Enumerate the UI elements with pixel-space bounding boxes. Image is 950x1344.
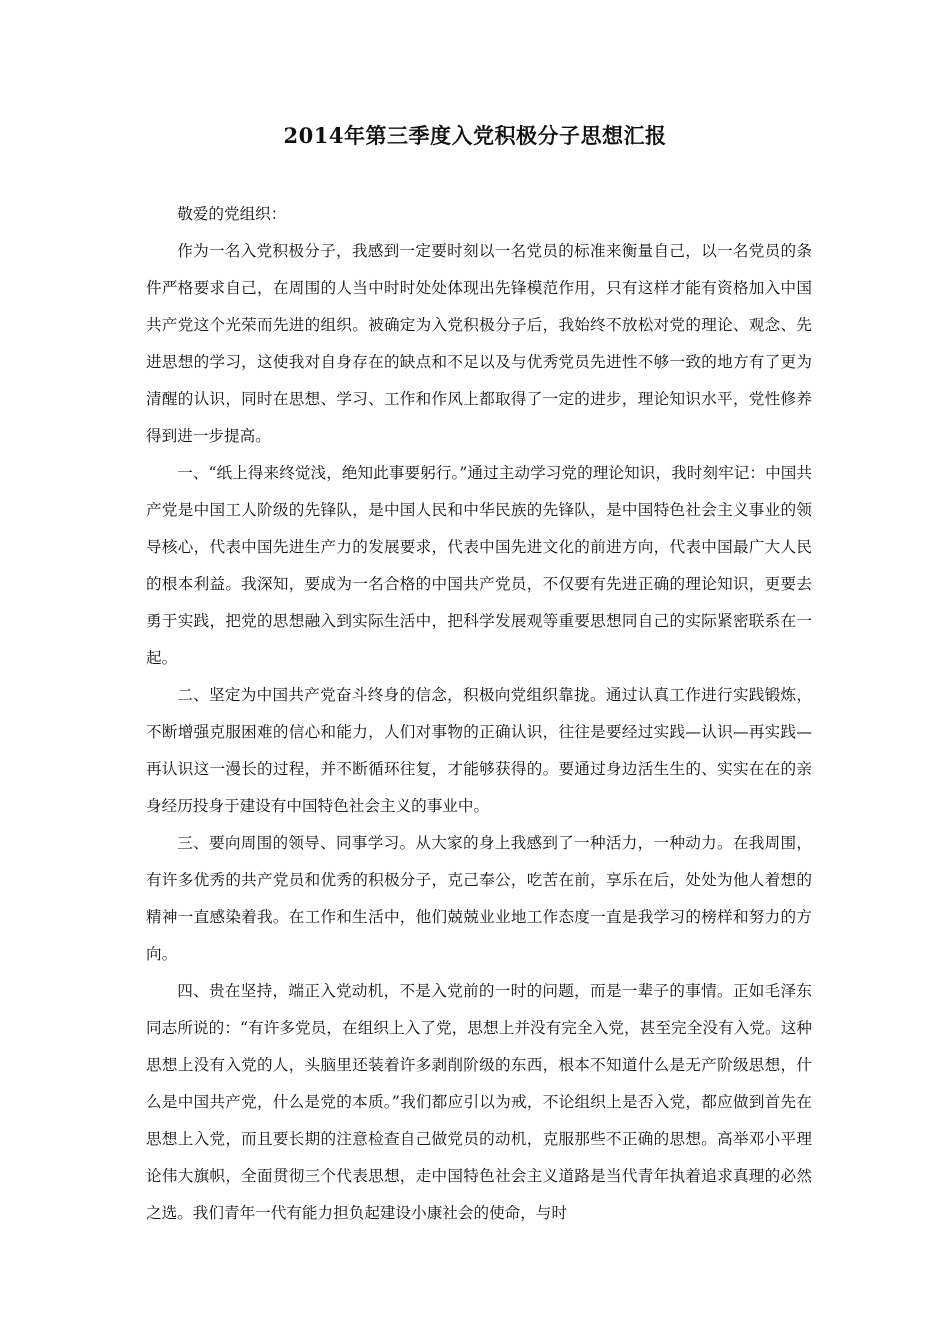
document-title: 2014年第三季度入党积极分子思想汇报 [283,123,667,148]
paragraph-point-3: 三、要向周围的领导、同事学习。从大家的身上我感到了一种活力，一种动力。在我周围，有许多优秀的共产党员和优秀的积极分子，克己奉公，吃苦在前，享乐在后，处处为他人着想的精神一直感染着我。在工作和生活中，他们兢兢业业地工作态度一直是我学习的榜样和努力的方向。 [146,834,812,963]
paragraph-point-2: 二、坚定为中国共产党奋斗终身的信念，积极向党组织靠拢。通过认真工作进行实践锻炼，不断增强克服困难的信心和能力，人们对事物的正确认识，往往是要经过实践—认识—再实践—再认识这一漫长的过程，并不断循环往复，才能够获得的。要通过身边活生生的、实实在在的亲身经历投身于建设有中国特色社会主义的事业中。 [146,686,812,815]
paragraph-intro: 作为一名入党积极分子，我感到一定要时刻以一名党员的标准来衡量自己，以一名党员的条件严格要求自己，在周围的人当中时时处处体现出先锋模范作用，只有这样才能有资格加入中国共产党这个光荣而先进的组织。被确定为入党积极分子后，我始终不放松对党的理论、观念、先进思想的学习，这使我对自身存在的缺点和不足以及与优秀党员先进性不够一致的地方有了更为清醒的认识，同时在思想、学习、工作和作风上都取得了一定的进步，理论知识水平，党性修养得到进一步提高。 [146,242,812,445]
salutation: 敬爱的党组织： [177,205,287,223]
paragraph-point-4: 四、贵在坚持，端正入党动机，不是入党前的一时的问题，而是一辈子的事情。正如毛泽东同志所说的：“有许多党员，在组织上入了党，思想上并没有完全入党，甚至完全没有入党。这种思想上没有入党的人，头脑里还装着许多剥削阶级的东西，根本不知道什么是无产阶级思想，什么是中国共产党，什么是党的本质。”我们都应引以为戒，不论组织上是否入党，都应做到首先在思想上入党，而且要长期的注意检查自己做党员的动机，克服那些不正确的思想。高举邓小平理论伟大旗帜，全面贯彻三个代表思想，走中国特色社会主义道路是当代青年执着追求真理的必然之选。我们青年一代有能力担负起建设小康社会的使命，与时 [146,982,812,1222]
paragraph-point-1: 一、“纸上得来终觉浅，绝知此事要躬行。”通过主动学习党的理论知识，我时刻牢记：中国共产党是中国工人阶级的先锋队，是中国人民和中华民族的先锋队，是中国特色社会主义事业的领导核心，代表中国先进生产力的发展要求，代表中国先进文化的前进方向，代表中国最广大人民的根本利益。我深知，要成为一名合格的中国共产党员，不仅要有先进正确的理论知识，更要去勇于实践，把党的思想融入到实际生活中，把科学发展观等重要思想同自己的实际紧密联系在一起。 [146,464,812,667]
document-body [146,196,812,1232]
